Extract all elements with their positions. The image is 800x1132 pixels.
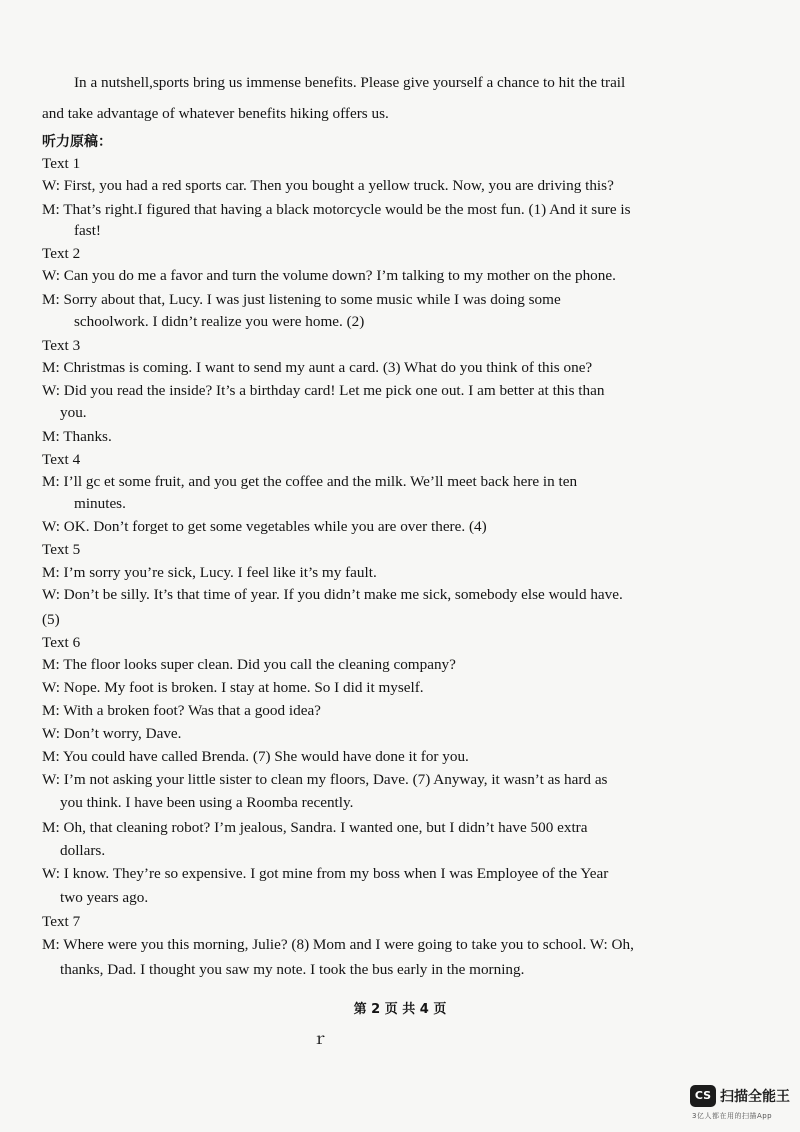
text-line: In a nutshell,sports bring us immense benefits. Please give yourself a chance to hit the trail (74, 74, 626, 91)
text-line: M: You could have called Brenda. (7) She would have done it for you. (42, 748, 469, 765)
text-line: W: Don’t worry, Dave. (42, 725, 182, 742)
section-heading: Text 5 (42, 541, 81, 558)
text-line: fast! (74, 222, 101, 239)
section-heading: Text 4 (42, 451, 81, 468)
text-line: and take advantage of whatever benefits hiking offers us. (42, 105, 389, 122)
text-line: thanks, Dad. I thought you saw my note. I took the bus early in the morning. (60, 961, 525, 978)
section-heading: Text 3 (42, 337, 81, 354)
text-line: M: I’m sorry you’re sick, Lucy. I feel like it’s my fault. (42, 564, 377, 581)
camscanner-watermark (690, 1085, 790, 1125)
section-heading: Text 1 (42, 155, 81, 172)
text-line: W: Nope. My foot is broken. I stay at home. So I did it myself. (42, 679, 424, 696)
text-line: W: Don’t be silly. It’s that time of year. If you didn’t make me sick, somebody else would have. (42, 586, 623, 603)
watermark-tagline: 3亿人都在用的扫描App (692, 1112, 773, 1120)
text-line: you think. I have been using a Roomba recently. (60, 794, 354, 811)
section-heading: Text 7 (42, 913, 81, 930)
watermark-name: 扫描全能王 (720, 1089, 790, 1105)
text-line: M: Sorry about that, Lucy. I was just listening to some music while I was doing some (42, 291, 561, 308)
text-line: W: Did you read the inside? It’s a birthday card! Let me pick one out. I am better at this than (42, 382, 605, 399)
text-line: dollars. (60, 842, 106, 859)
text-line: M: Where were you this morning, Julie? (8) Mom and I were going to take you to school. W: Oh, (42, 936, 634, 953)
cs-logo-icon: CS (690, 1085, 716, 1107)
text-line: schoolwork. I didn’t realize you were home. (2) (74, 313, 365, 330)
text-line: you. (60, 404, 87, 421)
text-line: W: I know. They’re so expensive. I got mine from my boss when I was Employee of the Year (42, 865, 609, 882)
text-line: W: OK. Don’t forget to get some vegetables while you are over there. (4) (42, 518, 487, 535)
text-line: M: Oh, that cleaning robot? I’m jealous, Sandra. I wanted one, but I didn’t have 500 extra (42, 819, 588, 836)
text-line: (5) (42, 611, 60, 628)
text-line: 听力原稿： (42, 134, 112, 150)
text-line: M: That’s right.I figured that having a black motorcycle would be the most fun. (1) And it sure is (42, 201, 631, 218)
stray-mark: ｒ (312, 1031, 329, 1048)
text-line: M: Thanks. (42, 428, 112, 445)
text-line: M: With a broken foot? Was that a good idea? (42, 702, 321, 719)
section-heading: Text 6 (42, 634, 81, 651)
text-line: M: I’ll gc et some fruit, and you get the coffee and the milk. We’ll meet back here in ten (42, 473, 578, 490)
text-line: two years ago. (60, 889, 149, 906)
text-line: minutes. (74, 495, 126, 512)
text-line: M: The floor looks super clean. Did you call the cleaning company? (42, 656, 456, 673)
section-heading: Text 2 (42, 245, 81, 262)
page-number: 第 2 页 共 4 页 (353, 1002, 447, 1017)
text-line: W: I’m not asking your little sister to clean my floors, Dave. (7) Anyway, it wasn’t as hard as (42, 771, 608, 788)
text-line: M: Christmas is coming. I want to send my aunt a card. (3) What do you think of this one? (42, 359, 593, 376)
text-line: W: First, you had a red sports car. Then you bought a yellow truck. Now, you are driving this? (42, 177, 614, 194)
text-line: W: Can you do me a favor and turn the volume down? I’m talking to my mother on the phone. (42, 267, 616, 284)
